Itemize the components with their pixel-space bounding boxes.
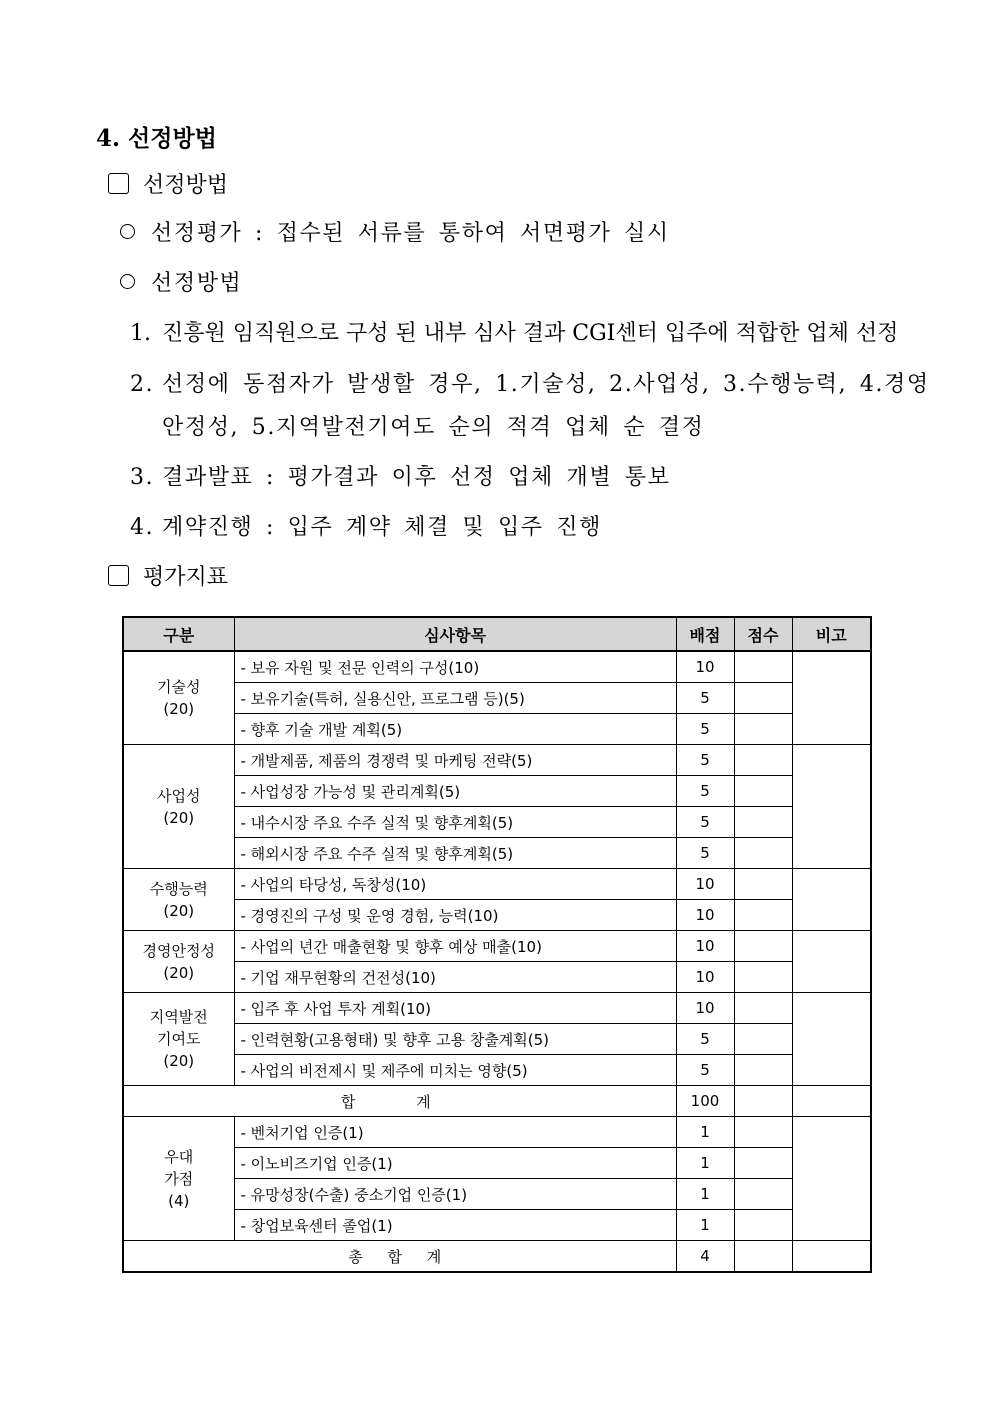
- score-cell[interactable]: [734, 745, 792, 776]
- item-text: 계약진행 : 입주 계약 체결 및 입주 진행: [162, 515, 602, 540]
- score-cell[interactable]: [734, 776, 792, 807]
- criteria-item: - 보유기술(특허, 실용신안, 프로그램 등)(5): [234, 683, 676, 714]
- table-row: [123, 869, 871, 900]
- section-heading: 4. 선정방법: [96, 125, 217, 152]
- score-cell[interactable]: [734, 807, 792, 838]
- table-header-row: [123, 617, 871, 651]
- criteria-item: - 기업 재무현황의 건전성(10): [234, 962, 676, 993]
- numbered-item-1: [130, 316, 898, 347]
- allotted-score: 5: [676, 807, 734, 838]
- subtotal-label: 합 계: [123, 1086, 676, 1117]
- criteria-item: - 입주 후 사업 투자 계획(10): [234, 993, 676, 1024]
- category-label: 경영안정성: [142, 941, 215, 960]
- category-label: (20): [163, 901, 195, 920]
- category-cell: [123, 1117, 234, 1241]
- total-score: 4: [676, 1241, 734, 1273]
- table-row: [123, 931, 871, 962]
- bullet-text: 선정평가 : 접수된 서류를 통하여 서면평가 실시: [151, 221, 670, 246]
- score-cell[interactable]: [734, 931, 792, 962]
- criteria-item: - 향후 기술 개발 계획(5): [234, 714, 676, 745]
- table-row: [123, 714, 871, 745]
- table-row: [123, 838, 871, 869]
- allotted-score: 1: [676, 1117, 734, 1148]
- remarks-cell[interactable]: [792, 993, 871, 1086]
- circle-bullet-icon: [120, 274, 135, 289]
- score-cell[interactable]: [734, 1241, 792, 1273]
- score-cell[interactable]: [734, 900, 792, 931]
- numbered-item-2: [130, 367, 930, 398]
- item-text: 결과발표 : 평가결과 이후 선정 업체 개별 통보: [162, 465, 671, 490]
- table-row: [123, 1210, 871, 1241]
- subsection-title: 평가지표: [143, 565, 229, 590]
- allotted-score: 10: [676, 900, 734, 931]
- subsection-evaluation-index: [108, 560, 228, 591]
- total-label: 총 합 계: [123, 1241, 676, 1273]
- table-row: [123, 962, 871, 993]
- criteria-item: - 벤처기업 인증(1): [234, 1117, 676, 1148]
- allotted-score: 10: [676, 869, 734, 900]
- header-remarks: 비고: [792, 617, 871, 651]
- category-label: 사업성: [157, 786, 201, 805]
- category-label: (20): [163, 963, 195, 982]
- criteria-item: - 해외시장 주요 수주 실적 및 향후계획(5): [234, 838, 676, 869]
- score-cell[interactable]: [734, 838, 792, 869]
- subtotal-score: 100: [676, 1086, 734, 1117]
- allotted-score: 5: [676, 683, 734, 714]
- criteria-item: - 이노비즈기업 인증(1): [234, 1148, 676, 1179]
- score-cell[interactable]: [734, 651, 792, 683]
- category-label: (4): [168, 1191, 190, 1210]
- score-cell[interactable]: [734, 1210, 792, 1241]
- criteria-item: - 내수시장 주요 수주 실적 및 향후계획(5): [234, 807, 676, 838]
- header-category: 구분: [123, 617, 234, 651]
- table-row: [123, 745, 871, 776]
- item-text: 선정에 동점자가 발생할 경우, 1.기술성, 2.사업성, 3.수행능력, 4.경영: [162, 372, 930, 397]
- score-cell[interactable]: [734, 1055, 792, 1086]
- remarks-cell[interactable]: [792, 1241, 871, 1273]
- criteria-item: - 사업의 타당성, 독창성(10): [234, 869, 676, 900]
- remarks-cell[interactable]: [792, 651, 871, 745]
- table-row: [123, 776, 871, 807]
- header-allotted: 배점: [676, 617, 734, 651]
- criteria-item: - 사업의 년간 매출현황 및 향후 예상 매출(10): [234, 931, 676, 962]
- checkbox-square-icon: [108, 173, 129, 194]
- category-label: (20): [163, 700, 195, 718]
- subtotal-row: [123, 1086, 871, 1117]
- evaluation-table: [122, 616, 872, 1273]
- table-row: [123, 1117, 871, 1148]
- criteria-item: - 보유 자원 및 전문 인력의 구성(10): [234, 651, 676, 683]
- category-cell: [123, 869, 234, 931]
- allotted-score: 10: [676, 993, 734, 1024]
- category-label: 기여도: [157, 1030, 201, 1048]
- score-cell[interactable]: [734, 962, 792, 993]
- category-label: 기술성: [157, 678, 201, 696]
- score-cell[interactable]: [734, 1024, 792, 1055]
- table-row: [123, 1148, 871, 1179]
- subsection-title: 선정방법: [143, 173, 229, 198]
- score-cell[interactable]: [734, 1086, 792, 1117]
- numbered-item-3: [130, 460, 671, 491]
- score-cell[interactable]: [734, 1148, 792, 1179]
- category-label: 가점: [164, 1169, 194, 1188]
- criteria-item: - 사업의 비전제시 및 제주에 미치는 영향(5): [234, 1055, 676, 1086]
- table-row: [123, 1179, 871, 1210]
- score-cell[interactable]: [734, 1179, 792, 1210]
- bullet-evaluation: [120, 216, 670, 247]
- bullet-text: 선정방법: [151, 271, 243, 296]
- criteria-item: - 사업성장 가능성 및 관리계획(5): [234, 776, 676, 807]
- item-number: 1.: [130, 321, 151, 346]
- header-score: 점수: [734, 617, 792, 651]
- criteria-item: - 창업보육센터 졸업(1): [234, 1210, 676, 1241]
- remarks-cell[interactable]: [792, 931, 871, 993]
- remarks-cell[interactable]: [792, 869, 871, 931]
- score-cell[interactable]: [734, 1117, 792, 1148]
- allotted-score: 1: [676, 1210, 734, 1241]
- remarks-cell[interactable]: [792, 1086, 871, 1117]
- table-row: [123, 807, 871, 838]
- category-label: (20): [163, 808, 195, 827]
- category-label: (20): [163, 1052, 195, 1070]
- score-cell[interactable]: [734, 993, 792, 1024]
- allotted-score: 10: [676, 651, 734, 683]
- table-row: [123, 993, 871, 1024]
- score-cell[interactable]: [734, 683, 792, 714]
- item-number: 3.: [130, 465, 155, 490]
- circle-bullet-icon: [120, 224, 135, 239]
- subsection-selection-method: [108, 168, 228, 199]
- total-row: [123, 1241, 871, 1273]
- category-cell: [123, 993, 234, 1086]
- allotted-score: 5: [676, 1055, 734, 1086]
- allotted-score: 1: [676, 1148, 734, 1179]
- item-text: 진흥원 임직원으로 구성 된 내부 심사 결과 CGI센터 입주에 적합한 업체 선정: [162, 321, 899, 346]
- allotted-score: 10: [676, 931, 734, 962]
- numbered-item-4: [130, 510, 602, 541]
- table-row: [123, 1055, 871, 1086]
- category-label: 수행능력: [149, 879, 208, 898]
- criteria-item: - 인력현황(고용형태) 및 향후 고용 창출계획(5): [234, 1024, 676, 1055]
- category-cell: [123, 745, 234, 869]
- allotted-score: 5: [676, 1024, 734, 1055]
- table-row: [123, 1024, 871, 1055]
- allotted-score: 5: [676, 714, 734, 745]
- table-row: [123, 900, 871, 931]
- bullet-method: [120, 266, 242, 297]
- table-row: [123, 651, 871, 683]
- category-label: 지역발전: [149, 1008, 208, 1026]
- checkbox-square-icon: [108, 565, 129, 586]
- criteria-item: - 경영진의 구성 및 운영 경험, 능력(10): [234, 900, 676, 931]
- header-item: 심사항목: [234, 617, 676, 651]
- criteria-item: - 유망성장(수출) 중소기업 인증(1): [234, 1179, 676, 1210]
- numbered-item-2-continuation: 안정성, 5.지역발전기여도 순의 적격 업체 순 결정: [162, 415, 705, 440]
- remarks-cell[interactable]: [792, 745, 871, 869]
- score-cell[interactable]: [734, 869, 792, 900]
- category-cell: [123, 931, 234, 993]
- allotted-score: 10: [676, 962, 734, 993]
- allotted-score: 5: [676, 745, 734, 776]
- score-cell[interactable]: [734, 714, 792, 745]
- allotted-score: 5: [676, 776, 734, 807]
- allotted-score: 1: [676, 1179, 734, 1210]
- remarks-cell[interactable]: [792, 1117, 871, 1241]
- allotted-score: 5: [676, 838, 734, 869]
- criteria-item: - 개발제품, 제품의 경쟁력 및 마케팅 전략(5): [234, 745, 676, 776]
- category-label: 우대: [164, 1147, 194, 1166]
- item-number: 4.: [130, 515, 155, 540]
- item-number: 2.: [130, 372, 155, 397]
- category-cell: [123, 651, 234, 745]
- table-row: [123, 683, 871, 714]
